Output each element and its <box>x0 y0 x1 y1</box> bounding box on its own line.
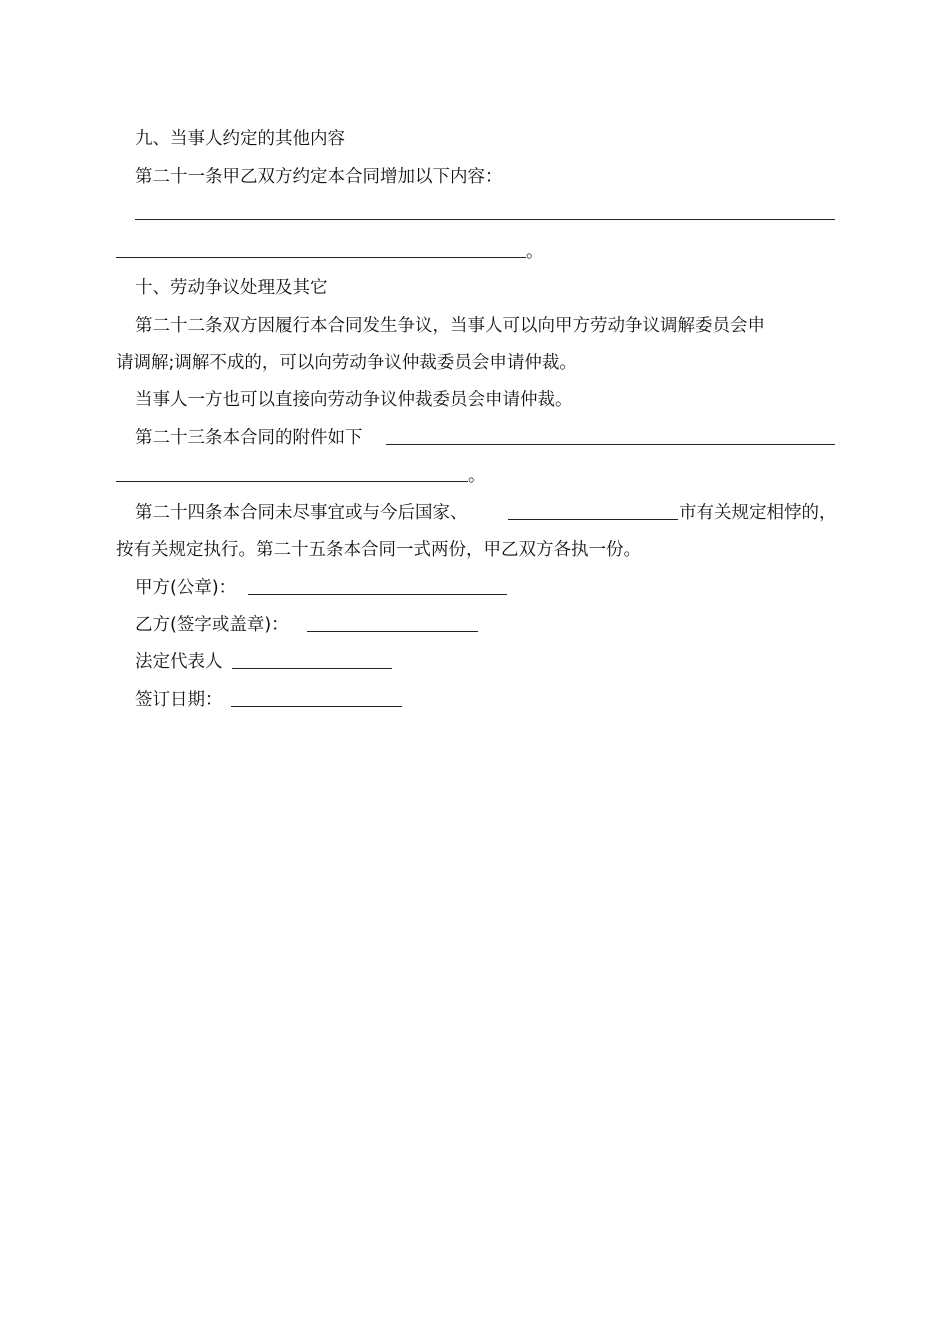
article-21-text: 第二十一条甲乙双方约定本合同增加以下内容： <box>135 167 503 187</box>
article-22-line-3: 当事人一方也可以直接向劳动争议仲裁委员会申请仲裁。 <box>135 390 573 410</box>
article-21-blank-line-2 <box>116 257 526 258</box>
party-a-label: 甲方(公章)： <box>135 578 237 598</box>
article-24-text-b: 市有关规定相悖的， <box>679 503 837 523</box>
article-21-blank-line-1 <box>135 219 835 220</box>
article-24-text-a: 第二十四条本合同未尽事宜或与今后国家、 <box>135 503 468 523</box>
party-b-label: 乙方(签字或盖章)： <box>135 615 289 635</box>
legal-rep-blank <box>232 668 392 669</box>
legal-rep-label: 法定代表人 <box>135 652 223 672</box>
article-24-line-2: 按有关规定执行。第二十五条本合同一式两份，甲乙双方各执一份。 <box>116 540 641 560</box>
section-10-heading: 十、劳动争议处理及其它 <box>135 278 328 298</box>
article-23-text: 第二十三条本合同的附件如下 <box>135 428 363 448</box>
article-23-blank-line-1 <box>386 444 835 445</box>
party-a-blank <box>248 594 507 595</box>
article-23-end-mark: 。 <box>468 466 486 486</box>
article-21-end-mark: 。 <box>526 242 544 262</box>
section-9-heading: 九、当事人约定的其他内容 <box>135 129 345 149</box>
sign-date-label: 签订日期： <box>135 690 223 710</box>
party-b-blank <box>307 631 478 632</box>
article-22-line-1: 第二十二条双方因履行本合同发生争议，当事人可以向甲方劳动争议调解委员会申 <box>135 316 765 336</box>
article-22-line-2: 请调解;调解不成的，可以向劳动争议仲裁委员会申请仲裁。 <box>116 353 577 373</box>
article-24-blank <box>508 519 678 520</box>
article-23-blank-line-2 <box>116 481 468 482</box>
sign-date-blank <box>231 706 402 707</box>
